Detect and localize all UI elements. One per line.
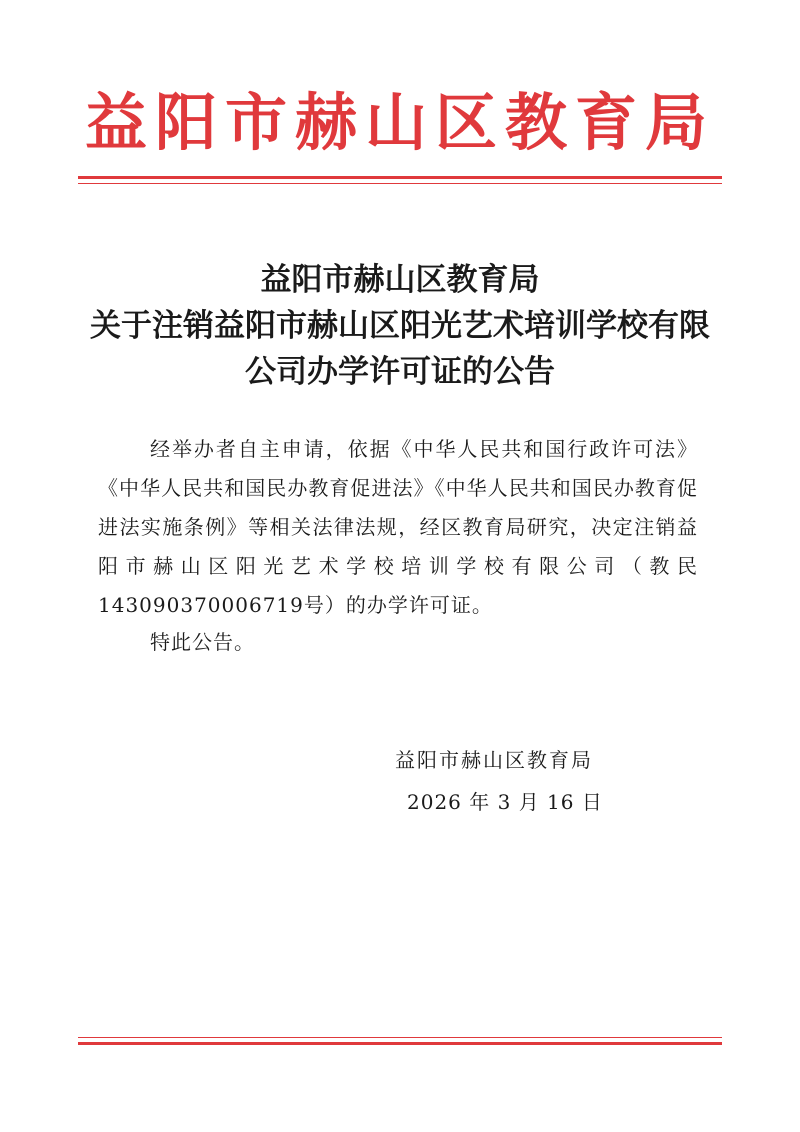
document-title-line-3: 公司办学许可证的公告 [245, 354, 555, 390]
signature-organization: 益阳市赫山区教育局 [395, 748, 593, 772]
letterhead-rule-thick [78, 176, 722, 179]
footer-rule-thick [78, 1042, 722, 1045]
footer-rule-thin [78, 1037, 722, 1038]
letterhead-rule-thin [78, 183, 722, 184]
body-paragraph: 经举办者自主申请，依据《中华人民共和国行政许可法》《中华人民共和国民办教育促进法》《中华人民共和国民办教育促进法实施条例》等相关法律法规，经区教育局研究，决定注销益阳市赫山区阳光艺术学校培训学校有限公司（教民143090370006719号）的办学许可证。 [98, 437, 698, 617]
signature-date: 2026 年 3 月 16 日 [407, 790, 603, 814]
document-body [98, 430, 698, 625]
document-title-line-1: 益阳市赫山区教育局 [260, 262, 540, 298]
closing-statement: 特此公告。 [150, 630, 255, 654]
letterhead-title: 益阳市赫山区教育局 [84, 86, 715, 159]
document-title-line-2: 关于注销益阳市赫山区阳光艺术培训学校有限 [90, 308, 710, 344]
